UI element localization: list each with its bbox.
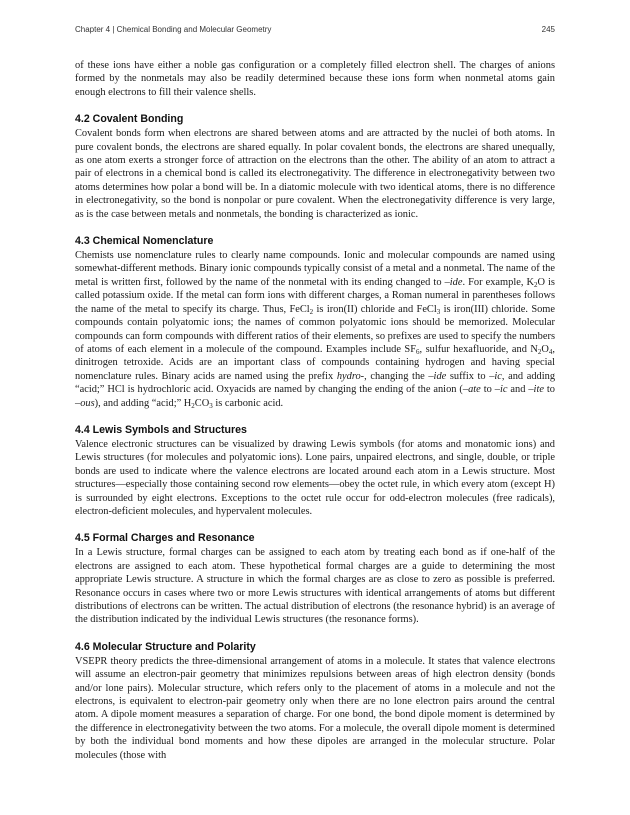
section-molecular-structure bbox=[75, 641, 555, 762]
section-paragraph: Valence electronic structures can be visualized by drawing Lewis symbols (for atoms and monatomic ions) and Lewis structures (for molecules and polyatomic ions). Lone pairs, unpaired electrons, and single, double, or triple bonds are used to indicate where the valence electrons are located around each atom in a Lewis structure. Most structures—especially those containing second row elements—obey the octet rule, in which every atom (except H) is surrounded by eight electrons. Exceptions to the octet rule occur for odd-electron molecules (free radicals), electron-deficient molecules, and hypervalent molecules. bbox=[75, 438, 555, 517]
page-number: 245 bbox=[541, 25, 555, 34]
chapter-title: Chapter 4 | Chemical Bonding and Molecular Geometry bbox=[75, 25, 272, 34]
section-covalent-bonding bbox=[75, 113, 555, 221]
section-heading: 4.6 Molecular Structure and Polarity bbox=[75, 640, 256, 653]
section-paragraph: Chemists use nomenclature rules to clearly name compounds. Ionic and molecular compounds are named using somewhat-different methods. Binary ionic compounds typically consist of a metal and a nonmetal. The name of the metal is written first, followed by the name of the nonmetal with its ending changed to –ide. For example, $K_2O$ is called potassium oxide. If the metal can form ions with different charges, a Roman numeral in parentheses follows the name of the metal to specify its charge. Thus, FeCl$_2$ is iron(II) chloride and FeCl$_3$ is iron(III) chloride. Some compounds contain polyatomic ions; the names of common polyatomic ions should be memorized. Molecular compounds can form compounds with different ratios of their elements, so prefixes are used to specify the numbers of atoms of each element in a molecule of the compound. Examples include $SF_6$, sulfur hexafluoride, and $N_2O_4$, dinitrogen tetroxide. Acids are an important class of compounds containing hydrogen and having special nomenclature rules. Binary acids are named using the prefix hydro-, changing the –ide suffix to –ic, and adding “acid;” HCl is hydrochloric acid. Oxyacids are named by changing the ending of the anion (–ate to –ic and –ite to –ous), and adding “acid;” $H_2CO_3$ is carbonic acid. bbox=[75, 250, 556, 410]
section-paragraph: In a Lewis structure, formal charges can be assigned to each atom by treating each bond as if one-half of the electrons are assigned to each atom. These hypothetical formal charges are a guide to determining the most appropriate Lewis structure. A structure in which the formal charges are as close to zero as possible is preferred. Resonance occurs in cases where two or more Lewis structures with identical arrangements of atoms but different distributions of electrons can be written. The actual distribution of electrons (the resonance hybrid) is an average of the distribution indicated by the individual Lewis structures (the resonance forms). bbox=[75, 547, 555, 626]
section-chemical-nomenclature bbox=[75, 235, 555, 410]
section-heading: 4.5 Formal Charges and Resonance bbox=[75, 532, 255, 545]
page-content bbox=[75, 59, 555, 776]
section-heading: 4.3 Chemical Nomenclature bbox=[75, 235, 214, 248]
section-paragraph: Covalent bonds form when electrons are shared between atoms and are attracted by the nuclei of both atoms. In pure covalent bonds, the electrons are shared equally. In polar covalent bonds, the electrons are shared unequally, as one atom exerts a stronger force of attraction on the electrons than the other. The ability of an atom to attract a pair of electrons in a chemical bond is called its electronegativity. The difference in electronegativity between two atoms determines how polar a bond will be. In a diatomic molecule with two identical atoms, there is no difference in electronegativity, so the bond is nonpolar or pure covalent. When the electronegativity difference is very large, as is the case between metals and nonmetals, the bonding is characterized as ionic. bbox=[75, 128, 555, 220]
intro-paragraph: of these ions have either a noble gas configuration or a completely filled electron shell. The charges of anions formed by the nonmetals may also be readily determined because these ions form when nonmetal atoms gain enough electrons to fill their valence shells. bbox=[75, 60, 555, 98]
section-paragraph: VSEPR theory predicts the three-dimensional arrangement of atoms in a molecule. It states that valence electrons will assume an electron-pair geometry that minimizes repulsions between areas of high electron density (bonds and/or lone pairs). Molecular structure, which refers only to the placement of atoms in a molecule and not the electrons, is equivalent to electron-pair geometry only when there are no lone electron pairs around the central atom. A dipole moment measures a separation of charge. For one bond, the bond dipole moment is determined by the difference in electronegativity between the two atoms. For a molecule, the overall dipole moment is determined by both the individual bond moments and how these dipoles are arranged in the molecular structure. Polar molecules (those with bbox=[75, 655, 555, 761]
section-heading: 4.2 Covalent Bonding bbox=[75, 113, 184, 126]
page-header bbox=[75, 25, 555, 37]
section-heading: 4.4 Lewis Symbols and Structures bbox=[75, 423, 247, 436]
section-formal-charges bbox=[75, 532, 555, 626]
section-lewis-symbols bbox=[75, 424, 555, 518]
